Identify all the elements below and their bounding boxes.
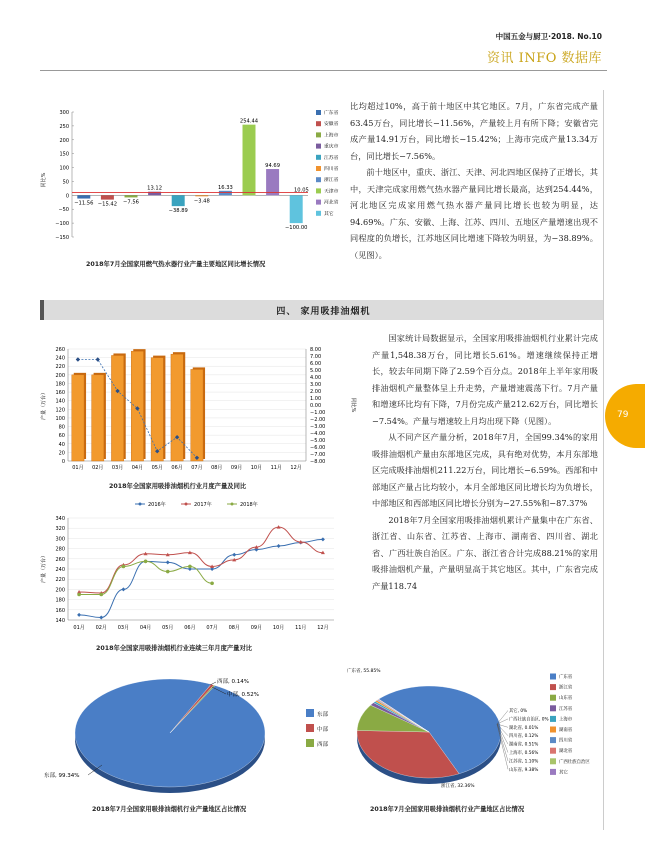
- legend-swatch: [306, 724, 314, 732]
- y-tick-label: 320: [55, 526, 65, 533]
- legend-label: 其它: [559, 770, 568, 776]
- legend-label: 广西壮族自治区: [559, 759, 590, 765]
- x-tick-label: 09月: [250, 625, 263, 631]
- slice-label: 广西壮族自治区, 0%: [509, 717, 549, 723]
- x-tick-label: 11月: [295, 625, 307, 631]
- legend-label: 浙江省: [324, 178, 339, 184]
- bar: [172, 195, 185, 206]
- text-column-mid: [372, 330, 598, 594]
- chart2-caption: 2018年全国家用吸排油烟机行业月度产量及同比: [109, 483, 247, 490]
- data-point: [166, 560, 170, 564]
- bar: [72, 375, 84, 461]
- section-heading-bar: [40, 300, 603, 320]
- y-tick-label: 220: [55, 577, 65, 584]
- bar: [219, 191, 232, 196]
- y-tick-label: −50: [58, 207, 69, 214]
- y-tick-label: 240: [55, 567, 65, 573]
- page-number: 79: [617, 410, 629, 420]
- growth-point: [96, 357, 100, 361]
- x-tick-label: 07月: [206, 625, 218, 631]
- legend-swatch: [306, 739, 314, 747]
- x-tick-label: 09月: [230, 465, 243, 471]
- y-tick-label: 180: [55, 597, 65, 604]
- x-tick-label: 01月: [72, 465, 84, 471]
- y2-tick-label: −4.00: [310, 431, 326, 437]
- y-tick-label: 200: [55, 587, 65, 594]
- data-point: [144, 560, 148, 564]
- bar: [151, 358, 163, 461]
- legend-swatch: [316, 166, 321, 171]
- bar: [92, 375, 104, 461]
- y2-tick-label: 5.00: [310, 368, 322, 374]
- y-tick-label: 140: [55, 618, 65, 624]
- bar: [191, 369, 203, 461]
- chart-three-year-compare: [40, 496, 360, 642]
- data-point: [166, 570, 170, 574]
- x-tick-label: 08月: [228, 625, 240, 631]
- y-tick-label: 160: [55, 607, 65, 614]
- legend-label: 湖北省: [559, 749, 573, 755]
- legend-label: 山东省: [559, 696, 573, 702]
- pie1-caption: 2018年7月全国家用吸排油烟机行业产量地区占比情况: [92, 806, 247, 813]
- legend-swatch: [316, 155, 321, 160]
- bar: [77, 195, 90, 198]
- legend-swatch: [316, 121, 321, 126]
- data-point: [121, 587, 125, 591]
- paragraph: 从不同产区产量分析，2018年7月，全国99.34%的家用吸排油烟机产量由东部地区完成，具有绝对优势，本月东部地区完成吸排油烟机211.22万台，同比增长−6.59%。西部和中部地区产量占比均较小，本月全部地区同比增长均为负增长，中部地区和西部地区同比增长分别为−27.55%和−87.37%: [372, 432, 598, 508]
- legend-label: 东部: [317, 712, 329, 718]
- paragraph: 前十地区中，重庆、浙江、天津、河北四地区保持了正增长，其中，天津完成家用燃气热水器产量同比增长最高，达到254.44%，河北地区完成家用燃气热水器产量同比增长也较为明显，达94.69%。广东、安徽、上海、江苏、四川、五地区产量增速出现不同程度的负增长，江苏地区同比增速下降较为明显，为−38.89%。（见图）。: [350, 167, 598, 260]
- data-label: −15.42: [97, 201, 118, 208]
- legend-label: 湖南省: [559, 728, 573, 733]
- legend-swatch: [550, 695, 556, 701]
- y-tick-label: 240: [55, 355, 65, 362]
- data-label: −7.56: [123, 199, 139, 206]
- y2-tick-label: 7.00: [310, 354, 322, 360]
- legend-swatch: [550, 758, 556, 764]
- x-tick-label: 08月: [211, 465, 223, 471]
- legend-swatch: [316, 177, 321, 182]
- x-tick-label: 06月: [184, 625, 196, 631]
- y-tick-label: 300: [59, 110, 69, 116]
- legend-label: 中部: [317, 727, 329, 733]
- bar: [171, 354, 183, 461]
- y2-axis-label: 同比%: [350, 397, 356, 413]
- y2-tick-label: 8.00: [310, 347, 322, 353]
- legend-swatch: [550, 769, 556, 775]
- x-tick-label: 10月: [250, 465, 263, 471]
- legend-label: 河北省: [324, 200, 339, 206]
- y-tick-label: 40: [58, 441, 65, 448]
- x-tick-label: 12月: [290, 465, 302, 471]
- journal-header: 中国五金与厨卫·2018. No.10: [495, 32, 602, 41]
- y2-tick-label: −2.00: [310, 417, 326, 423]
- y-tick-label: 0: [65, 193, 69, 200]
- chart-water-heater-growth: [40, 100, 340, 260]
- y-tick-label: 80: [58, 424, 65, 431]
- data-label: 13.12: [147, 185, 163, 192]
- y-axis-label: 同比%: [41, 172, 47, 188]
- data-point: [99, 593, 103, 597]
- slice-label: 广东省, 55.85%: [347, 669, 381, 674]
- x-tick-label: 11月: [270, 465, 282, 471]
- y-axis-label: 产量（万台）: [41, 389, 47, 421]
- y-tick-label: 50: [62, 179, 69, 186]
- slice-label: 东部, 99.34%: [44, 773, 80, 779]
- y2-tick-label: −5.00: [310, 438, 326, 444]
- data-label: −11.56: [74, 200, 94, 207]
- y-tick-label: 280: [55, 546, 65, 553]
- legend-swatch: [316, 132, 321, 137]
- legend-marker: [231, 503, 234, 506]
- pie2-caption: 2018年7月全国家用吸排油烟机行业产量地区占比情况: [370, 806, 525, 813]
- chart3-caption: 2018年全国家用吸排油烟机行业连续三年月度产量对比: [96, 645, 253, 652]
- legend-swatch: [550, 684, 556, 690]
- data-point: [77, 613, 81, 617]
- slice-label: 西部, 0.14%: [217, 679, 249, 685]
- y-tick-label: 120: [55, 407, 65, 414]
- y2-tick-label: 0.00: [310, 403, 322, 409]
- slice-label: 其它, 0%: [509, 709, 528, 714]
- chart1-caption: 2018年7月全国家用燃气热水器行业产量主要地区同比增长情况: [86, 261, 266, 268]
- pie-region-share: [40, 665, 340, 800]
- y-tick-label: 20: [58, 450, 65, 457]
- section-heading: 四、 家用吸排油烟机: [276, 307, 371, 317]
- data-point: [210, 581, 214, 585]
- slice-label: 江苏省, 1.10%: [509, 759, 539, 765]
- slice-label: 上海市, 0.56%: [509, 751, 539, 756]
- y-tick-label: 60: [58, 433, 65, 440]
- legend-label: 广东省: [324, 111, 339, 116]
- legend-label: 上海市: [324, 133, 339, 139]
- y-tick-label: 260: [55, 347, 65, 353]
- bar: [101, 195, 114, 199]
- growth-point: [76, 357, 80, 361]
- leader-line: [497, 711, 508, 725]
- x-tick-label: 06月: [171, 465, 183, 471]
- x-tick-label: 03月: [111, 465, 124, 471]
- column-rule: [603, 90, 604, 830]
- legend-swatch: [316, 211, 321, 216]
- y-tick-label: 340: [55, 516, 65, 522]
- series-line: [79, 527, 323, 593]
- data-label: −38.89: [168, 208, 188, 215]
- legend-label: 西部: [317, 742, 329, 748]
- y-tick-label: 300: [55, 536, 65, 543]
- bar: [243, 125, 256, 196]
- y2-tick-label: −7.00: [310, 452, 326, 458]
- x-tick-label: 12月: [317, 625, 329, 631]
- legend-swatch: [550, 705, 556, 711]
- y2-tick-label: 1.00: [310, 396, 322, 402]
- legend-label: 广东省: [559, 675, 573, 680]
- y2-tick-label: 3.00: [310, 382, 322, 388]
- y-tick-label: 100: [55, 415, 65, 422]
- y-tick-label: −100: [55, 221, 69, 228]
- slice-label: 湖北省, 0.01%: [509, 725, 539, 731]
- y-tick-label: 260: [55, 556, 65, 563]
- legend-label: 2018年: [240, 502, 258, 508]
- legend-swatch: [550, 748, 556, 754]
- legend-label: 浙江省: [559, 685, 573, 691]
- x-tick-label: 01月: [73, 625, 85, 631]
- legend-label: 四川省: [559, 738, 573, 744]
- y2-tick-label: 6.00: [310, 361, 322, 367]
- slice-label: 浙江省, 32.36%: [441, 784, 475, 789]
- x-tick-label: 03月: [117, 625, 130, 631]
- y-axis-label: 产量（万台）: [41, 552, 47, 584]
- data-label: 16.33: [217, 184, 233, 191]
- y2-tick-label: −6.00: [310, 445, 326, 451]
- legend-swatch: [550, 727, 556, 733]
- x-tick-label: 05月: [151, 465, 163, 471]
- chart-monthly-output: [40, 335, 360, 475]
- text-column-top: [350, 98, 598, 263]
- legend-label: 上海市: [559, 717, 573, 723]
- legend-swatch: [316, 144, 321, 149]
- data-point: [99, 615, 103, 619]
- x-tick-label: 04月: [131, 465, 144, 471]
- y2-tick-label: −1.00: [310, 410, 326, 416]
- bar: [125, 195, 138, 197]
- legend-swatch: [316, 188, 321, 193]
- paragraph: 2018年7月全国家用吸排油烟机累计产量集中在广东省、浙江省、山东省、江苏省、上海市、湖南省、四川省、湖北省、广西壮族自治区。广东、浙江省合计完成88.21%的家用吸排油烟机产量，产量明显高于其它地区。其中，广东省完成产量118.74: [372, 514, 598, 591]
- legend-label: 江苏省: [324, 155, 339, 161]
- data-label: 94.69: [265, 163, 281, 170]
- legend-label: 江苏省: [559, 706, 573, 712]
- legend-label: 其它: [324, 211, 334, 217]
- y-tick-label: 200: [59, 137, 69, 144]
- legend-swatch: [550, 716, 556, 722]
- bar: [111, 355, 123, 461]
- y-tick-label: −150: [55, 235, 69, 241]
- pie-province-share: [345, 660, 601, 800]
- x-tick-label: 02月: [95, 625, 107, 631]
- bar: [266, 169, 279, 195]
- y-tick-label: 0: [61, 459, 65, 465]
- data-point: [77, 593, 81, 597]
- x-tick-label: 04月: [139, 625, 152, 631]
- x-tick-label: 02月: [92, 465, 104, 471]
- legend-marker: [185, 503, 188, 506]
- legend-swatch: [316, 110, 321, 115]
- legend-swatch: [550, 674, 556, 680]
- bar: [290, 195, 303, 223]
- data-label: −100.00: [284, 225, 308, 232]
- data-label: 254.44: [239, 118, 259, 125]
- data-label: −3.48: [193, 198, 210, 205]
- page-tab: [605, 384, 645, 448]
- y-tick-label: 200: [55, 372, 65, 379]
- bar: [131, 351, 143, 461]
- y-tick-label: 100: [59, 165, 69, 172]
- paragraph: 比均超过10%，高于前十地区中其它地区。7月，广东省完成产量63.45万台，同比增长−11.56%，产量较上月有所下降；安徽省完成产量14.91万台，同比增长−15.42%；上海市完成产量13.34万台，同比增长−7.56%。: [350, 101, 598, 161]
- y-tick-label: 220: [55, 364, 65, 371]
- x-tick-label: 07月: [191, 465, 203, 471]
- legend-swatch: [306, 709, 314, 717]
- x-tick-label: 05月: [162, 625, 174, 631]
- y2-tick-label: −3.00: [310, 424, 326, 430]
- legend-label: 2016年: [148, 502, 166, 508]
- y-tick-label: 250: [59, 123, 69, 130]
- average-label: 10.05: [294, 187, 309, 194]
- data-point: [122, 565, 126, 569]
- y-tick-label: 180: [55, 381, 65, 388]
- x-tick-label: 10月: [272, 625, 285, 631]
- legend-label: 安徽省: [324, 122, 339, 128]
- slice-label: 山东省, 9.38%: [509, 767, 539, 773]
- legend-marker: [139, 503, 142, 506]
- data-point: [188, 565, 192, 569]
- legend-label: 四川省: [324, 167, 339, 172]
- slice-label: 中部, 0.52%: [227, 692, 259, 698]
- y2-tick-label: −8.00: [310, 459, 326, 465]
- data-point: [277, 544, 281, 548]
- slice-label: 湖南省, 0.51%: [509, 742, 539, 748]
- data-point: [321, 537, 325, 541]
- y-tick-label: 160: [55, 390, 65, 397]
- legend-label: 2017年: [194, 502, 212, 508]
- y-tick-label: 140: [55, 398, 65, 405]
- legend-label: 重庆市: [324, 144, 339, 150]
- legend-label: 天津市: [324, 189, 339, 195]
- legend-swatch: [316, 200, 321, 205]
- y-tick-label: 150: [59, 151, 69, 158]
- data-point: [232, 553, 236, 557]
- paragraph: 国家统计局数据显示，全国家用吸排油烟机行业累计完成产量1,548.38万台，同比增长5.61%。增速继续保持正增长，较去年同期下降了2.59个百分点。2018年上半年家用吸排油烟机产量整体呈上升走势，产量增速震荡下行。7月产量和增速环比均有下降，7月份完成产量212.62万台，同比增长−7.54%。产量与增速较上月均出现下降（见图）。: [372, 333, 598, 426]
- section-title: 资讯 INFO 数据库: [487, 51, 602, 66]
- y2-tick-label: 4.00: [310, 375, 322, 381]
- series-line: [79, 539, 323, 617]
- header-rule: [40, 70, 607, 71]
- bar: [195, 195, 208, 196]
- legend-swatch: [550, 737, 556, 743]
- y2-tick-label: 2.00: [310, 389, 322, 395]
- slice-label: 四川省, 0.12%: [509, 734, 539, 740]
- leader-line: [210, 682, 216, 685]
